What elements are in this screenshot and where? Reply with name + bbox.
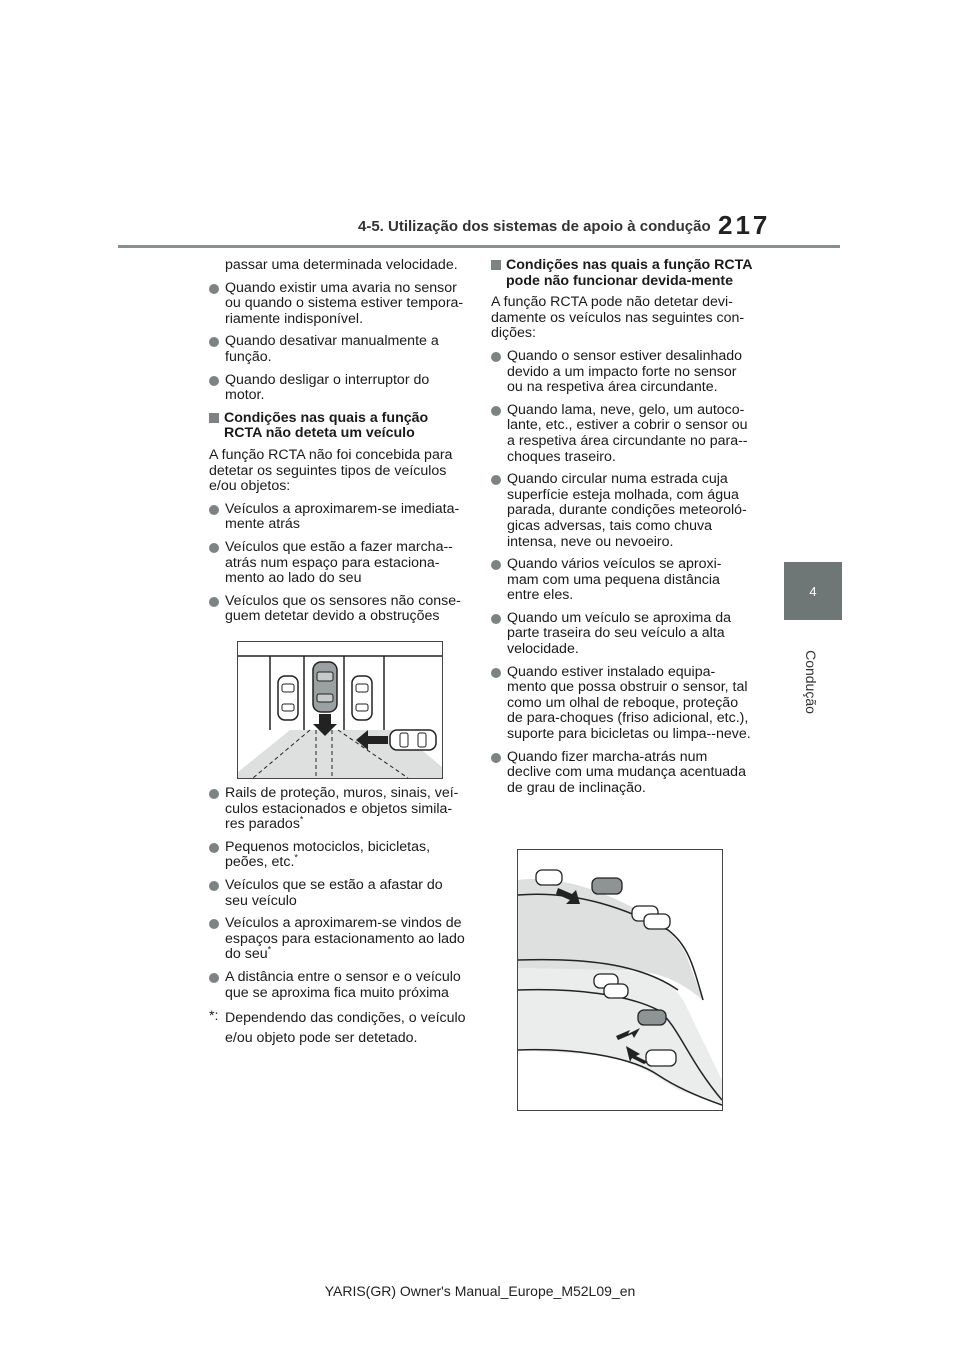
right-column	[491, 258, 753, 803]
intro-paragraph: A função RCTA não foi concebida para detetar os seguintes tipos de veículos e/ou objetos:	[209, 446, 453, 495]
list-item	[209, 970, 467, 1001]
list-item-text: Quando desligar o interruptor do motor.	[225, 371, 430, 404]
chapter-number: 4	[809, 583, 817, 599]
list-item-text: Veículos que estão a fazer marcha--atrás num espaço para estaciona-mento ao lado do seu	[225, 538, 453, 587]
list-item-text: Veículos a aproximarem-se imediata-mente atrás	[225, 500, 460, 533]
list-item-text: Quando existir uma avaria no sensor ou quando o sistema estiver tempora-riamente indisponível.	[225, 279, 464, 327]
footnote-mark: *	[299, 814, 304, 825]
list-item	[491, 750, 753, 797]
footnote-mark: *	[267, 944, 272, 955]
list-item-text: Quando o sensor estiver desalinhado devido a um impacto forte no sensor ou na respetiva área circundante.	[507, 347, 743, 396]
bullet-icon	[209, 543, 219, 553]
slope-illustration	[518, 850, 722, 1110]
list-item-text: Quando lama, neve, gelo, um autoco-lante, etc., estiver a cobrir o sensor ou a respetiva área circundante no para--choques traseiro.	[507, 401, 748, 465]
list-item-text: Veículos que se estão a afastar do seu veículo	[225, 876, 443, 909]
bullet-icon	[491, 668, 501, 678]
bullet-icon	[491, 406, 501, 416]
footnote-mark: *	[294, 852, 298, 863]
footnote-text: Dependendo das condições, o veículo e/ou objeto pode ser detetado.	[225, 1010, 466, 1047]
section-title: 4-5. Utilização dos sistemas de apoio à condução	[358, 218, 711, 235]
header-rule	[118, 245, 840, 248]
list-item-text: Pequenos motociclos, bicicletas, peões, etc.	[225, 838, 431, 871]
list-item-text: Veículos que os sensores não conse-guem detetar devido a obstruções	[225, 592, 461, 625]
section-heading	[491, 258, 753, 289]
bullet-icon	[491, 352, 501, 362]
list-item-text: Rails de proteção, muros, sinais, veí-culos estacionados e objetos simila-res parados	[225, 785, 459, 833]
list-item	[209, 373, 467, 404]
list-item	[209, 281, 467, 328]
bullet-icon	[209, 597, 219, 607]
chapter-label-text: Condução	[803, 650, 819, 714]
parking-figure	[237, 641, 443, 779]
heading-square-icon	[491, 260, 501, 270]
continuation-text: passar uma determinada velocidade.	[225, 257, 458, 273]
list-item	[209, 540, 467, 587]
list-item	[209, 840, 467, 871]
list-item	[491, 403, 753, 465]
bullet-icon	[209, 881, 219, 891]
bullet-icon	[209, 919, 219, 929]
bullet-icon	[209, 973, 219, 983]
list-item	[491, 665, 753, 743]
section-heading	[209, 411, 467, 442]
footer-text: YARIS(GR) Owner's Manual_Europe_M52L09_en	[324, 1283, 636, 1299]
bullet-icon	[491, 475, 501, 485]
list-item	[209, 594, 467, 625]
list-item	[209, 334, 467, 365]
list-item-text: Quando um veículo se aproxima da parte traseira do seu veículo a alta velocidade.	[507, 609, 731, 658]
bullet-icon	[209, 284, 219, 294]
bullet-icon	[209, 505, 219, 515]
bullet-icon	[209, 376, 219, 386]
bullet-icon	[209, 789, 219, 799]
list-item-text: Quando estiver instalado equipa-mento que possa obstruir o sensor, tal como um olhal de reboque, proteção de para-choques (friso adicional, etc.), suporte para bicicletas ou limpa--neve.	[507, 663, 751, 743]
bullet-icon	[209, 843, 219, 853]
list-item	[491, 557, 753, 604]
intro-paragraph: A função RCTA pode não detetar devi-damente os veículos nas seguintes con-dições:	[491, 294, 745, 342]
page-number: 217	[718, 210, 771, 240]
list-item-text: Quando vários veículos se aproxi-mam com uma pequena distância entre eles.	[507, 556, 722, 604]
list-item	[491, 611, 753, 658]
list-item	[209, 878, 467, 909]
parking-illustration	[238, 642, 442, 778]
list-item-text: Quando circular numa estrada cuja superfície esteja molhada, com água parada, durante condições meteoroló-gicas adversas, tais como chuva intensa, neve ou nevoeiro.	[507, 471, 747, 550]
heading-text: Condições nas quais a função RCTA pode não funcionar devida-mente	[506, 257, 752, 289]
list-item	[209, 786, 467, 833]
footnote-marker: *:	[209, 1008, 219, 1025]
bullet-icon	[209, 337, 219, 347]
list-item	[209, 916, 467, 963]
list-item-text: Veículos a aproximarem-se vindos de espaços para estacionamento ao lado do seu	[225, 915, 465, 963]
list-item	[491, 472, 753, 550]
list-item	[209, 502, 467, 533]
list-item-text: Quando fizer marcha-atrás num declive com uma mudança acentuada de grau de inclinação.	[507, 748, 746, 796]
list-item-text: Quando desativar manualmente a função.	[225, 333, 439, 365]
list-item-text: A distância entre o sensor e o veículo que se aproxima fica muito próxima	[225, 968, 461, 1001]
chapter-tab[interactable]	[784, 562, 842, 620]
left-column	[209, 258, 467, 632]
chapter-label	[780, 632, 842, 732]
list-item	[491, 349, 753, 396]
footnote	[209, 1008, 467, 1048]
left-column-lower	[209, 786, 467, 1048]
bullet-icon	[491, 614, 501, 624]
bullet-icon	[491, 753, 501, 763]
heading-text: Condições nas quais a função RCTA não deteta um veículo	[224, 409, 429, 442]
bullet-icon	[491, 560, 501, 570]
slope-figure	[517, 849, 723, 1111]
heading-square-icon	[209, 413, 219, 423]
